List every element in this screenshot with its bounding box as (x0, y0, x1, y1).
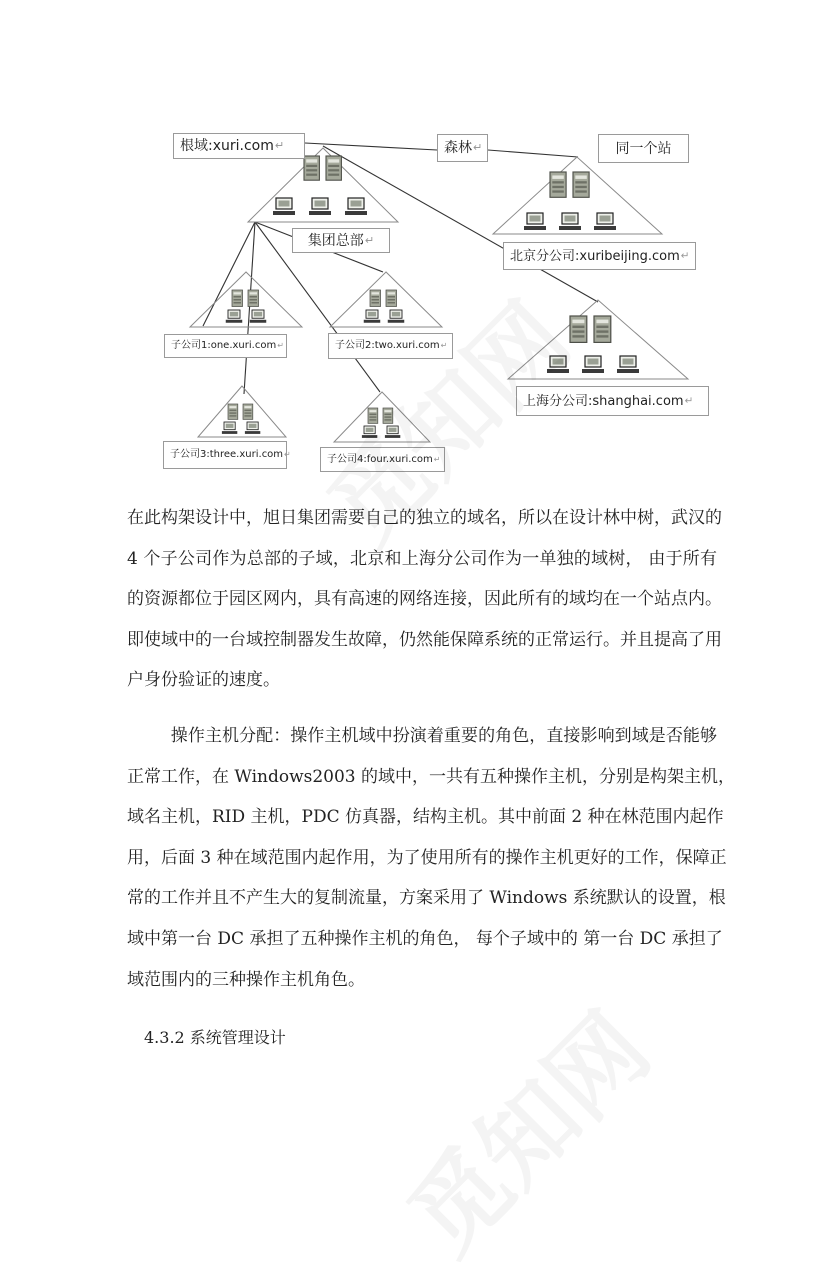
paragraph-line: 域中第一台 DC 承担了五种操作主机的角色， 每个子域中的 第一台 DC 承担了 (127, 928, 723, 949)
paragraph-line: 域范围内的三种操作主机角色。 (127, 969, 365, 990)
computer-icon (245, 422, 260, 434)
paragraph-line: 正常工作，在 Windows2003 的域中，一共有五种操作主机，分别是构架主机， (127, 766, 736, 787)
server-icon (232, 290, 243, 307)
computer-icon (364, 310, 381, 323)
paragraph-line: 即使域中的一台域控制器发生故障，仍然能保障系统的正常运行。并且提高了用 (127, 629, 722, 650)
paragraph-1 (127, 498, 722, 701)
computer-icon (388, 310, 405, 323)
hq-label: 集团总部 ↵ (292, 228, 390, 253)
paragraph-line: 4 个子公司作为总部的子域，北京和上海分公司作为一单独的域树， 由于所有 (127, 548, 717, 569)
paragraph-2 (127, 716, 736, 1000)
server-icon (573, 172, 589, 197)
computer-icon (222, 422, 237, 434)
hq-servers (304, 156, 341, 180)
paragraph-line: 户身份验证的速度。 (127, 670, 280, 691)
computer-icon (362, 426, 377, 438)
computer-icon (385, 426, 400, 438)
server-icon (228, 404, 238, 419)
computer-icon (594, 213, 616, 230)
domain-forest-diagram (0, 0, 830, 480)
paragraph-line: 操作主机分配：操作主机域中扮演着重要的角色，直接影响到域是否能够 (127, 726, 717, 746)
root-domain-label: 根域:xuri.com ↵ (173, 133, 305, 159)
computer-icon (559, 213, 581, 230)
server-icon (383, 408, 393, 423)
shanghai-servers (570, 316, 611, 342)
server-icon (370, 290, 381, 307)
sub1-label: 子公司1:one.xuri.com ↵ (164, 334, 287, 358)
beijing-servers (550, 172, 589, 197)
server-icon (304, 156, 319, 180)
paragraph-line: 常的工作并且不产生大的复制流量，方案采用了 Windows 系统默认的设置，根 (127, 888, 726, 909)
shanghai-label: 上海分公司:shanghai.com ↵ (516, 386, 709, 416)
computer-icon (250, 310, 267, 323)
computer-icon (226, 310, 243, 323)
server-icon (326, 156, 341, 180)
hq-triangle (248, 148, 398, 222)
paragraph-line: 的资源都位于园区网内，具有高速的网络连接，因此所有的域均在一个站点内。 (127, 589, 722, 610)
sub3-icons (222, 404, 260, 434)
forest-label: 森林 ↵ (437, 134, 488, 162)
server-icon (594, 316, 611, 342)
sub2-label: 子公司2:two.xuri.com ↵ (328, 333, 453, 359)
sub4-triangle (334, 392, 430, 442)
server-icon (243, 404, 253, 419)
computer-icon (524, 213, 546, 230)
beijing-computers (524, 213, 616, 230)
computer-icon (547, 356, 569, 373)
hq-computers (273, 198, 367, 215)
sub3-triangle (198, 386, 286, 437)
computer-icon (309, 198, 331, 215)
section-heading: 4.3.2 系统管理设计 (144, 1028, 286, 1047)
same-site-label: 同一个站 (598, 134, 689, 163)
sub1-icons (226, 290, 267, 323)
sub4-icons (362, 408, 400, 438)
server-icon (368, 408, 378, 423)
computer-icon (273, 198, 295, 215)
computer-icon (617, 356, 639, 373)
shanghai-computers (547, 356, 639, 373)
server-icon (386, 290, 397, 307)
sub3-label: 子公司3:three.xuri.com ↵ (163, 441, 287, 469)
paragraph-line: 域名主机，RID 主机，PDC 仿真器，结构主机。其中前面 2 种在林范围内起作 (127, 807, 724, 828)
computer-icon (582, 356, 604, 373)
paragraph-line: 在此构架设计中，旭日集团需要自己的独立的域名，所以在设计林中树，武汉的 (127, 508, 722, 528)
paragraph-line: 用，后面 3 种在域范围内起作用，为了使用所有的操作主机更好的工作，保障正 (127, 847, 727, 868)
server-icon (248, 290, 259, 307)
watermark (374, 978, 675, 1279)
server-icon (570, 316, 587, 342)
computer-icon (345, 198, 367, 215)
beijing-label: 北京分公司:xuribeijing.com ↵ (503, 242, 696, 270)
server-icon (550, 172, 566, 197)
sub2-icons (364, 290, 405, 323)
sub4-label: 子公司4:four.xuri.com ↵ (320, 447, 445, 472)
